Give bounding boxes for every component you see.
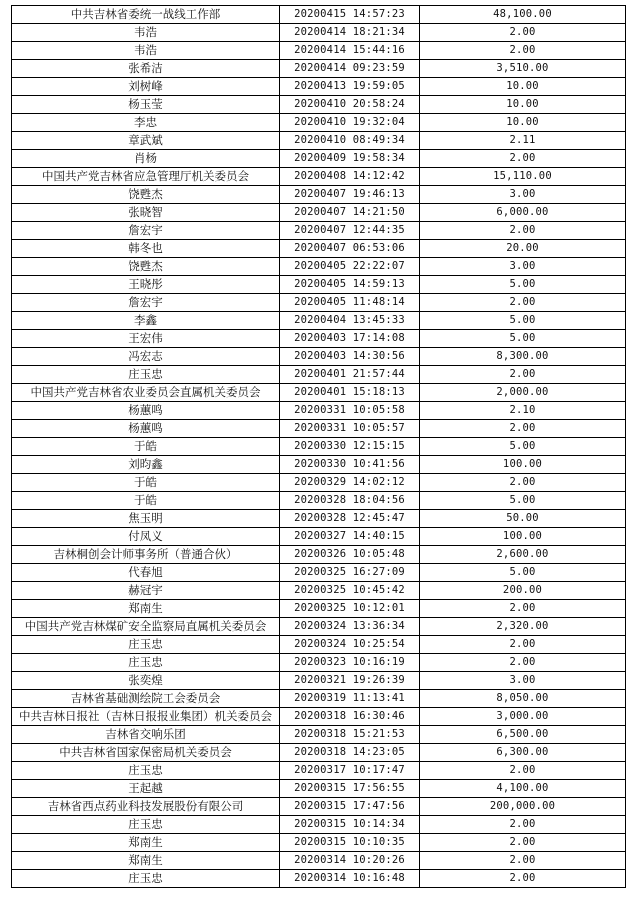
table-row <box>12 150 626 168</box>
donation-time-cell: 20200405 14:59:13 <box>280 276 420 294</box>
donation-time-cell: 20200407 19:46:13 <box>280 186 420 204</box>
donation-amount-cell: 2.00 <box>420 816 626 834</box>
donor-name-cell: 于皓 <box>12 474 280 492</box>
donor-name-cell: 赫冠宇 <box>12 582 280 600</box>
table-row <box>12 96 626 114</box>
donation-amount-cell: 2.00 <box>420 222 626 240</box>
donation-amount-cell: 3,510.00 <box>420 60 626 78</box>
donation-amount-cell: 5.00 <box>420 276 626 294</box>
table-row <box>12 708 626 726</box>
table-row <box>12 222 626 240</box>
donation-time-cell: 20200407 12:44:35 <box>280 222 420 240</box>
table-row <box>12 204 626 222</box>
donation-time-cell: 20200331 10:05:57 <box>280 420 420 438</box>
donation-time-cell: 20200323 10:16:19 <box>280 654 420 672</box>
donor-name-cell: 杨蕙鸣 <box>12 402 280 420</box>
donation-amount-cell: 5.00 <box>420 492 626 510</box>
donor-name-cell: 庄玉忠 <box>12 366 280 384</box>
donor-name-cell: 章武斌 <box>12 132 280 150</box>
donor-name-cell: 李忠 <box>12 114 280 132</box>
donor-name-cell: 庄玉忠 <box>12 816 280 834</box>
donation-amount-cell: 3.00 <box>420 186 626 204</box>
donation-amount-cell: 5.00 <box>420 564 626 582</box>
table-row <box>12 852 626 870</box>
donation-time-cell: 20200318 15:21:53 <box>280 726 420 744</box>
table-row <box>12 420 626 438</box>
donation-amount-cell: 8,300.00 <box>420 348 626 366</box>
donation-time-cell: 20200407 06:53:06 <box>280 240 420 258</box>
donation-time-cell: 20200317 10:17:47 <box>280 762 420 780</box>
donor-name-cell: 庄玉忠 <box>12 654 280 672</box>
donation-time-cell: 20200325 16:27:09 <box>280 564 420 582</box>
donation-time-cell: 20200315 17:47:56 <box>280 798 420 816</box>
donation-time-cell: 20200329 14:02:12 <box>280 474 420 492</box>
donation-amount-cell: 3.00 <box>420 672 626 690</box>
table-row <box>12 366 626 384</box>
donation-time-cell: 20200404 13:45:33 <box>280 312 420 330</box>
donation-time-cell: 20200315 10:10:35 <box>280 834 420 852</box>
donation-amount-cell: 100.00 <box>420 456 626 474</box>
donation-time-cell: 20200410 08:49:34 <box>280 132 420 150</box>
donor-name-cell: 郑南生 <box>12 852 280 870</box>
donation-time-cell: 20200314 10:16:48 <box>280 870 420 888</box>
donor-name-cell: 中共吉林省国家保密局机关委员会 <box>12 744 280 762</box>
donor-name-cell: 庄玉忠 <box>12 636 280 654</box>
donor-name-cell: 韦浩 <box>12 24 280 42</box>
table-row <box>12 60 626 78</box>
donor-name-cell: 李鑫 <box>12 312 280 330</box>
donation-time-cell: 20200318 16:30:46 <box>280 708 420 726</box>
donation-time-cell: 20200414 09:23:59 <box>280 60 420 78</box>
donation-amount-cell: 48,100.00 <box>420 6 626 24</box>
donation-time-cell: 20200405 22:22:07 <box>280 258 420 276</box>
donor-name-cell: 吉林省基础测绘院工会委员会 <box>12 690 280 708</box>
donor-name-cell: 郑南生 <box>12 834 280 852</box>
table-row <box>12 690 626 708</box>
donation-time-cell: 20200331 10:05:58 <box>280 402 420 420</box>
table-row <box>12 582 626 600</box>
donation-amount-cell: 2.00 <box>420 654 626 672</box>
donation-time-cell: 20200413 19:59:05 <box>280 78 420 96</box>
table-row <box>12 312 626 330</box>
donation-amount-cell: 2.11 <box>420 132 626 150</box>
donor-name-cell: 王宏伟 <box>12 330 280 348</box>
table-row <box>12 474 626 492</box>
donation-time-cell: 20200328 18:04:56 <box>280 492 420 510</box>
donor-name-cell: 冯宏志 <box>12 348 280 366</box>
donor-name-cell: 韩冬也 <box>12 240 280 258</box>
donation-amount-cell: 15,110.00 <box>420 168 626 186</box>
donor-name-cell: 于皓 <box>12 438 280 456</box>
table-row <box>12 6 626 24</box>
donor-name-cell: 吉林省交响乐团 <box>12 726 280 744</box>
donation-time-cell: 20200401 21:57:44 <box>280 366 420 384</box>
donation-amount-cell: 50.00 <box>420 510 626 528</box>
donor-name-cell: 刘昀鑫 <box>12 456 280 474</box>
donation-time-cell: 20200325 10:12:01 <box>280 600 420 618</box>
donation-amount-cell: 4,100.00 <box>420 780 626 798</box>
donation-time-cell: 20200407 14:21:50 <box>280 204 420 222</box>
donation-time-cell: 20200414 18:21:34 <box>280 24 420 42</box>
donor-name-cell: 肖杨 <box>12 150 280 168</box>
table-row <box>12 798 626 816</box>
donation-amount-cell: 10.00 <box>420 114 626 132</box>
donation-amount-cell: 3,000.00 <box>420 708 626 726</box>
table-row <box>12 384 626 402</box>
table-row <box>12 132 626 150</box>
donor-name-cell: 饶甦杰 <box>12 186 280 204</box>
donation-amount-cell: 2.00 <box>420 366 626 384</box>
table-row <box>12 186 626 204</box>
donation-time-cell: 20200408 14:12:42 <box>280 168 420 186</box>
donation-amount-cell: 5.00 <box>420 438 626 456</box>
table-row <box>12 618 626 636</box>
donation-amount-cell: 2.00 <box>420 42 626 60</box>
table-row <box>12 870 626 888</box>
donation-amount-cell: 5.00 <box>420 312 626 330</box>
table-row <box>12 330 626 348</box>
donor-name-cell: 王起越 <box>12 780 280 798</box>
donation-amount-cell: 2,000.00 <box>420 384 626 402</box>
donation-time-cell: 20200403 14:30:56 <box>280 348 420 366</box>
donation-amount-cell: 2.00 <box>420 834 626 852</box>
donor-name-cell: 中国共产党吉林煤矿安全监察局直属机关委员会 <box>12 618 280 636</box>
donation-amount-cell: 2.00 <box>420 420 626 438</box>
donor-name-cell: 庄玉忠 <box>12 762 280 780</box>
donation-time-cell: 20200324 13:36:34 <box>280 618 420 636</box>
donation-time-cell: 20200405 11:48:14 <box>280 294 420 312</box>
table-row <box>12 348 626 366</box>
donation-amount-cell: 2,600.00 <box>420 546 626 564</box>
donation-time-cell: 20200328 12:45:47 <box>280 510 420 528</box>
donation-time-cell: 20200401 15:18:13 <box>280 384 420 402</box>
donor-name-cell: 庄玉忠 <box>12 870 280 888</box>
donor-name-cell: 詹宏宇 <box>12 294 280 312</box>
donation-amount-cell: 10.00 <box>420 78 626 96</box>
table-row <box>12 240 626 258</box>
donation-time-cell: 20200330 12:15:15 <box>280 438 420 456</box>
table-row <box>12 528 626 546</box>
donation-ledger-sheet <box>11 5 625 888</box>
donation-ledger-table <box>11 5 626 888</box>
table-row <box>12 168 626 186</box>
donor-name-cell: 张晓智 <box>12 204 280 222</box>
donation-amount-cell: 2.00 <box>420 762 626 780</box>
table-row <box>12 564 626 582</box>
donation-time-cell: 20200321 19:26:39 <box>280 672 420 690</box>
donation-amount-cell: 2.00 <box>420 150 626 168</box>
donation-amount-cell: 6,000.00 <box>420 204 626 222</box>
donation-time-cell: 20200415 14:57:23 <box>280 6 420 24</box>
table-row <box>12 276 626 294</box>
table-row <box>12 744 626 762</box>
donation-amount-cell: 2.10 <box>420 402 626 420</box>
donor-name-cell: 杨蕙鸣 <box>12 420 280 438</box>
donor-name-cell: 詹宏宇 <box>12 222 280 240</box>
donor-name-cell: 中国共产党吉林省农业委员会直属机关委员会 <box>12 384 280 402</box>
table-row <box>12 42 626 60</box>
donation-amount-cell: 200,000.00 <box>420 798 626 816</box>
table-row <box>12 294 626 312</box>
table-row <box>12 114 626 132</box>
table-row <box>12 726 626 744</box>
donation-amount-cell: 2.00 <box>420 294 626 312</box>
donation-amount-cell: 8,050.00 <box>420 690 626 708</box>
donor-name-cell: 于皓 <box>12 492 280 510</box>
donation-time-cell: 20200403 17:14:08 <box>280 330 420 348</box>
donation-amount-cell: 2.00 <box>420 870 626 888</box>
donor-name-cell: 吉林桐创会计师事务所（普通合伙） <box>12 546 280 564</box>
donation-amount-cell: 3.00 <box>420 258 626 276</box>
table-row <box>12 24 626 42</box>
donation-time-cell: 20200326 10:05:48 <box>280 546 420 564</box>
donation-time-cell: 20200314 10:20:26 <box>280 852 420 870</box>
table-row <box>12 546 626 564</box>
table-row <box>12 510 626 528</box>
table-row <box>12 762 626 780</box>
table-row <box>12 672 626 690</box>
donation-amount-cell: 2.00 <box>420 600 626 618</box>
donation-time-cell: 20200318 14:23:05 <box>280 744 420 762</box>
donor-name-cell: 杨玉莹 <box>12 96 280 114</box>
donation-time-cell: 20200327 14:40:15 <box>280 528 420 546</box>
donor-name-cell: 张希洁 <box>12 60 280 78</box>
table-row <box>12 402 626 420</box>
donor-name-cell: 郑南生 <box>12 600 280 618</box>
donor-name-cell: 中共吉林日报社（吉林日报报业集团）机关委员会 <box>12 708 280 726</box>
donation-amount-cell: 5.00 <box>420 330 626 348</box>
table-row <box>12 600 626 618</box>
donation-time-cell: 20200324 10:25:54 <box>280 636 420 654</box>
table-row <box>12 834 626 852</box>
donation-time-cell: 20200414 15:44:16 <box>280 42 420 60</box>
donation-amount-cell: 6,300.00 <box>420 744 626 762</box>
donation-amount-cell: 2.00 <box>420 852 626 870</box>
donor-name-cell: 中国共产党吉林省应急管理厅机关委员会 <box>12 168 280 186</box>
donation-amount-cell: 6,500.00 <box>420 726 626 744</box>
donor-name-cell: 刘树峰 <box>12 78 280 96</box>
donor-name-cell: 中共吉林省委统一战线工作部 <box>12 6 280 24</box>
donation-amount-cell: 2.00 <box>420 24 626 42</box>
donation-time-cell: 20200410 19:32:04 <box>280 114 420 132</box>
table-row <box>12 816 626 834</box>
table-row <box>12 654 626 672</box>
donation-time-cell: 20200315 17:56:55 <box>280 780 420 798</box>
donor-name-cell: 付凤义 <box>12 528 280 546</box>
donation-amount-cell: 2.00 <box>420 636 626 654</box>
donor-name-cell: 张奕煌 <box>12 672 280 690</box>
donation-time-cell: 20200330 10:41:56 <box>280 456 420 474</box>
ledger-body <box>12 6 626 888</box>
donation-time-cell: 20200319 11:13:41 <box>280 690 420 708</box>
donation-time-cell: 20200409 19:58:34 <box>280 150 420 168</box>
table-row <box>12 492 626 510</box>
donation-amount-cell: 10.00 <box>420 96 626 114</box>
table-row <box>12 438 626 456</box>
donor-name-cell: 代春旭 <box>12 564 280 582</box>
table-row <box>12 636 626 654</box>
donation-amount-cell: 2.00 <box>420 474 626 492</box>
donation-amount-cell: 20.00 <box>420 240 626 258</box>
table-row <box>12 258 626 276</box>
donor-name-cell: 饶甦杰 <box>12 258 280 276</box>
donation-time-cell: 20200315 10:14:34 <box>280 816 420 834</box>
donation-amount-cell: 200.00 <box>420 582 626 600</box>
donor-name-cell: 吉林省西点药业科技发展股份有限公司 <box>12 798 280 816</box>
donation-amount-cell: 2,320.00 <box>420 618 626 636</box>
donor-name-cell: 韦浩 <box>12 42 280 60</box>
table-row <box>12 456 626 474</box>
donation-amount-cell: 100.00 <box>420 528 626 546</box>
donation-time-cell: 20200410 20:58:24 <box>280 96 420 114</box>
table-row <box>12 78 626 96</box>
donor-name-cell: 焦玉明 <box>12 510 280 528</box>
donor-name-cell: 王晓彤 <box>12 276 280 294</box>
donation-time-cell: 20200325 10:45:42 <box>280 582 420 600</box>
table-row <box>12 780 626 798</box>
